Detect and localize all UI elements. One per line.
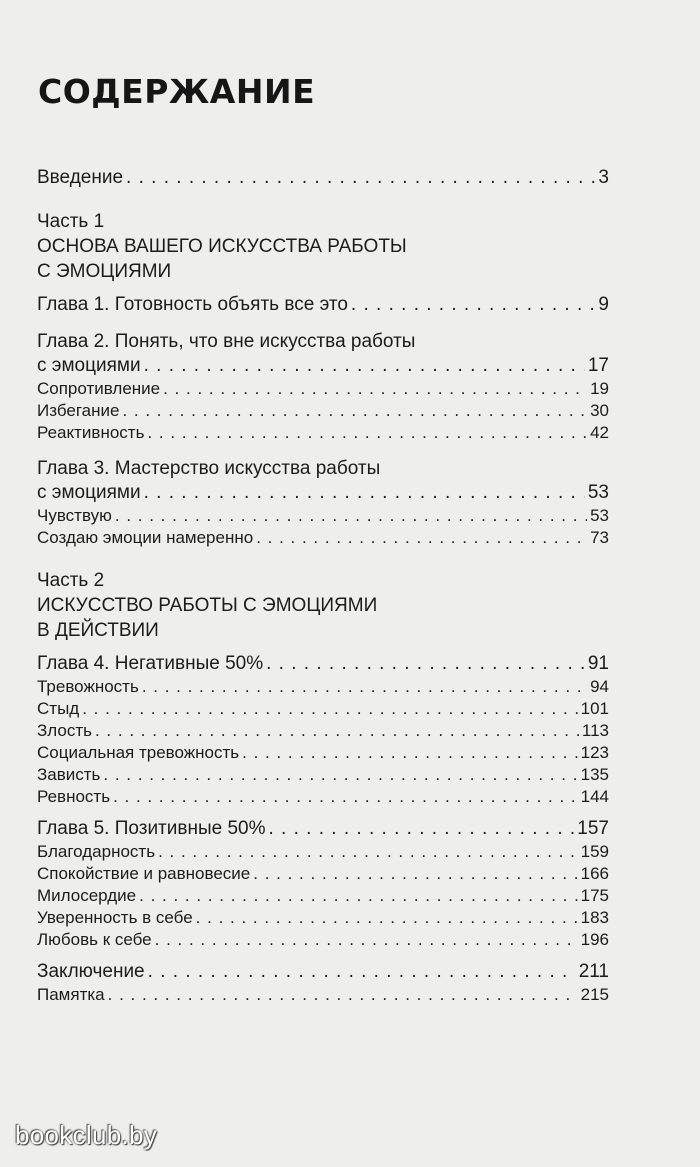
toc-entry-chapter-3 (37, 481, 609, 505)
toc-section-page: 42 (590, 423, 609, 442)
toc-entry-conclusion (37, 960, 609, 984)
dot-leader (103, 764, 577, 786)
toc-entry-label: с эмоциями (37, 482, 141, 503)
chapter-2-title-line1: Глава 2. Понять, что вне искусства работы (37, 331, 416, 352)
part1-title-line2: С ЭМОЦИЯМИ (37, 261, 172, 282)
toc-section-page: 196 (580, 930, 609, 949)
table-of-contents (37, 166, 609, 1006)
chapter-3-title-line1: Глава 3. Мастерство искусства работы (37, 458, 381, 479)
toc-section (37, 505, 609, 527)
toc-entry-chapter-4 (37, 652, 609, 676)
toc-section (37, 929, 609, 951)
toc-entry-page: 17 (587, 355, 609, 376)
toc-section-page: 144 (580, 787, 609, 806)
dot-leader (108, 984, 578, 1006)
toc-entry-page: 9 (598, 294, 609, 315)
toc-entry-intro (37, 166, 609, 190)
toc-section-label: Социальная тревожность (37, 743, 240, 762)
dot-leader (196, 907, 578, 929)
toc-section-label: Милосердие (37, 886, 137, 905)
toc-section-label: Уверенность в себе (37, 908, 193, 927)
toc-section-label: Избегание (37, 401, 120, 420)
dot-leader (256, 527, 587, 549)
toc-section (37, 720, 609, 742)
toc-entry-chapter-5 (37, 817, 609, 841)
toc-section-page: 183 (580, 908, 609, 927)
toc-entry-label: Глава 5. Позитивные 50% (37, 818, 266, 839)
toc-entry-page: 3 (598, 167, 609, 188)
dot-leader (122, 400, 587, 422)
toc-section (37, 786, 609, 808)
part2-label: Часть 2 (37, 570, 105, 591)
toc-section (37, 885, 609, 907)
dot-leader (253, 863, 577, 885)
toc-section (37, 907, 609, 929)
dot-leader (95, 720, 579, 742)
dot-leader (147, 422, 587, 444)
toc-entry-label: Глава 4. Негативные 50% (37, 653, 264, 674)
toc-section (37, 742, 609, 764)
part2-title-line1: ИСКУССТВО РАБОТЫ С ЭМОЦИЯМИ (37, 595, 378, 616)
toc-section-label: Благодарность (37, 842, 156, 861)
dot-leader (142, 676, 587, 698)
dot-leader (148, 960, 576, 984)
toc-entry-page: 157 (577, 818, 609, 839)
toc-section-label: Стыд (37, 699, 80, 718)
toc-section-page: 159 (580, 842, 609, 861)
dot-leader (144, 481, 585, 505)
dot-leader (144, 354, 585, 378)
toc-section-page: 53 (590, 506, 609, 525)
toc-section-page: 94 (590, 677, 609, 696)
dot-leader (126, 166, 595, 190)
toc-entry-memo (37, 984, 609, 1006)
dot-leader (155, 929, 578, 951)
toc-section-label: Любовь к себе (37, 930, 152, 949)
toc-entry-label: Глава 1. Готовность объять все это (37, 294, 348, 315)
dot-leader (158, 841, 578, 863)
toc-section-page: 123 (580, 743, 609, 762)
toc-entry-label: Введение (37, 167, 124, 188)
toc-section-page: 113 (581, 721, 609, 740)
toc-entry-page: 91 (587, 653, 609, 674)
dot-leader (139, 885, 578, 907)
toc-section (37, 863, 609, 885)
toc-entry-page: 53 (587, 482, 609, 503)
toc-section-page: 135 (580, 765, 609, 784)
dot-leader (242, 742, 578, 764)
toc-section-label: Спокойствие и равновесие (37, 864, 251, 883)
toc-entry-chapter-1 (37, 293, 609, 317)
toc-section-label: Ревность (37, 787, 111, 806)
toc-section-label: Зависть (37, 765, 101, 784)
toc-section-page: 73 (590, 528, 609, 547)
toc-section (37, 698, 609, 720)
toc-section-label: Тревожность (37, 677, 139, 696)
toc-section-page: 30 (590, 401, 609, 420)
toc-entry-label: Заключение (37, 961, 145, 982)
watermark-text: bookclub.by (15, 1120, 158, 1150)
toc-entry-chapter-2 (37, 354, 609, 378)
toc-section-label: Злость (37, 721, 92, 740)
toc-section-page: 19 (590, 379, 609, 398)
toc-section (37, 764, 609, 786)
dot-leader (113, 786, 578, 808)
toc-section-page: 101 (580, 699, 609, 718)
toc-section (37, 422, 609, 444)
toc-entry-label: с эмоциями (37, 355, 141, 376)
toc-section (37, 841, 609, 863)
toc-section-label: Реактивность (37, 423, 145, 442)
dot-leader (266, 652, 585, 676)
toc-section-label: Чувствую (37, 506, 112, 525)
part1-title-line1: ОСНОВА ВАШЕГО ИСКУССТВА РАБОТЫ (37, 236, 407, 257)
toc-section-label: Сопротивление (37, 379, 161, 398)
toc-section (37, 527, 609, 549)
toc-section-label: Создаю эмоции намеренно (37, 528, 254, 547)
page-title: СОДЕРЖАНИЕ (38, 72, 316, 111)
dot-leader (351, 293, 596, 317)
dot-leader (115, 505, 587, 527)
toc-section-page: 166 (580, 864, 609, 883)
dot-leader (269, 817, 575, 841)
toc-section-label: Памятка (37, 985, 105, 1004)
part2-title-line2: В ДЕЙСТВИИ (37, 620, 159, 641)
toc-section (37, 400, 609, 422)
toc-section-page: 175 (580, 886, 609, 905)
toc-section (37, 676, 609, 698)
toc-section-page: 215 (580, 985, 609, 1004)
dot-leader (163, 378, 587, 400)
toc-entry-page: 211 (578, 961, 609, 982)
toc-section (37, 378, 609, 400)
part1-label: Часть 1 (37, 211, 105, 232)
dot-leader (82, 698, 577, 720)
